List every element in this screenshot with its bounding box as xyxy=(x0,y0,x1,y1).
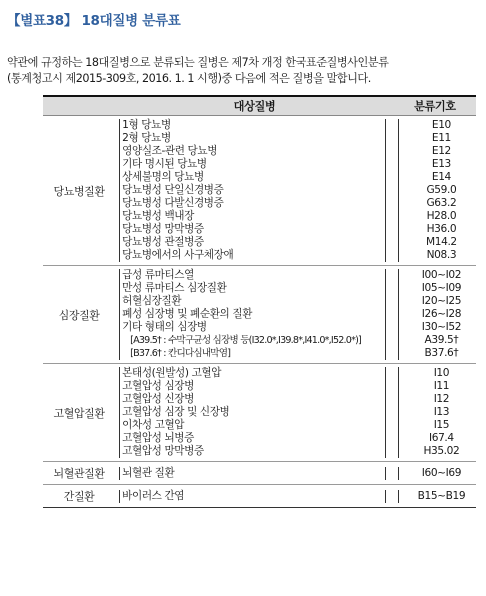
disease-list xyxy=(119,269,386,360)
code-cell xyxy=(394,364,476,462)
header-category xyxy=(43,96,115,116)
table-body xyxy=(43,116,476,508)
classification-code: B37.6† xyxy=(424,347,459,359)
code-cell xyxy=(394,462,476,485)
code-cell xyxy=(394,266,476,364)
classification-code: H35.02 xyxy=(423,445,460,457)
table-group-row xyxy=(43,116,476,266)
disease-name: 뇌혈관 질환 xyxy=(122,466,175,479)
disease-name: [A39.5† : 수막구균성 심장병 등(I32.0*,I39.8*,I41.0*,I52.0*)] xyxy=(130,335,361,346)
category-cell: 고혈압질환 xyxy=(43,364,115,462)
disease-name: 바이러스 간염 xyxy=(122,489,185,502)
code-list xyxy=(398,119,476,262)
disease-name: 1형 당뇨병 xyxy=(122,119,171,131)
disease-name: 당뇨병성 망막병증 xyxy=(122,223,204,235)
code-cell xyxy=(394,485,476,508)
classification-code: I30~I52 xyxy=(421,321,462,333)
disease-name: 당뇨병성 관절병증 xyxy=(122,236,204,248)
disease-list xyxy=(119,367,386,458)
intro-paragraph xyxy=(7,55,479,87)
disease-name: 기타 명시된 당뇨병 xyxy=(122,158,207,170)
disease-name: 본태성(원발성) 고혈압 xyxy=(122,367,222,379)
disease-list xyxy=(119,119,386,262)
header-disease: 대상질병 xyxy=(115,96,394,116)
disease-cell xyxy=(115,364,394,462)
table-group-row xyxy=(43,462,476,485)
table-group-row xyxy=(43,266,476,364)
disease-name: 고혈압성 뇌병증 xyxy=(122,432,194,444)
classification-code: B15~B19 xyxy=(417,489,466,502)
classification-code: I11 xyxy=(433,380,450,392)
disease-name: 고혈압성 심장 및 신장병 xyxy=(122,406,230,418)
disease-name: 고혈압성 신장병 xyxy=(122,393,194,405)
disease-name: 당뇨병성 다발신경병증 xyxy=(122,197,224,209)
classification-code: H28.0 xyxy=(426,210,457,222)
classification-code: I26~I28 xyxy=(421,308,462,320)
disease-name: 상세불명의 당뇨병 xyxy=(122,171,204,183)
disease-name: 폐성 심장병 및 폐순환의 질환 xyxy=(122,308,253,320)
category-cell: 간질환 xyxy=(43,485,115,508)
classification-code: I00~I02 xyxy=(421,269,462,281)
disease-cell xyxy=(115,462,394,485)
classification-code: E13 xyxy=(431,158,451,170)
header-code: 분류기호 xyxy=(394,96,476,116)
classification-code: E14 xyxy=(431,171,451,183)
disease-name: 2형 당뇨병 xyxy=(122,132,171,144)
disease-name: 만성 류마티스 심장질환 xyxy=(122,282,227,294)
intro-line: 약관에 규정하는 18대질병으로 분류되는 질병은 제7차 개정 한국표준질병사인분류 xyxy=(7,56,389,69)
table-header-row xyxy=(43,96,476,116)
classification-code: G63.2 xyxy=(426,197,457,209)
disease-name: 고혈압성 망막병증 xyxy=(122,445,204,457)
disease-cell xyxy=(115,266,394,364)
category-cell: 심장질환 xyxy=(43,266,115,364)
classification-code: I13 xyxy=(433,406,450,418)
classification-code: A39.5† xyxy=(424,334,459,346)
disease-name: 허혈심장질환 xyxy=(122,295,182,307)
classification-code: I60~I69 xyxy=(421,466,462,479)
table-group-row xyxy=(43,485,476,508)
disease-name: 당뇨병성 단일신경병증 xyxy=(122,184,224,196)
code-cell xyxy=(394,116,476,266)
disease-name: 기타 형태의 심장병 xyxy=(122,321,207,333)
classification-code: G59.0 xyxy=(426,184,457,196)
code-list xyxy=(398,367,476,458)
classification-code: E11 xyxy=(431,132,451,144)
classification-code: I67.4 xyxy=(429,432,454,444)
classification-code: E12 xyxy=(431,145,451,157)
disease-name: 고혈압성 심장병 xyxy=(122,380,194,392)
classification-code: E10 xyxy=(431,119,451,131)
code-list xyxy=(398,490,476,503)
disease-name: 당뇨병에서의 사구체장애 xyxy=(122,249,234,261)
classification-code: N08.3 xyxy=(426,249,457,261)
disease-cell xyxy=(115,116,394,266)
classification-code: H36.0 xyxy=(426,223,457,235)
classification-code: I15 xyxy=(433,419,450,431)
classification-code: I20~I25 xyxy=(421,295,462,307)
disease-list xyxy=(119,490,386,503)
disease-name: 당뇨병성 백내장 xyxy=(122,210,194,222)
disease-name: [B37.6† : 칸디다심내막염] xyxy=(130,348,231,359)
disease-classification-table xyxy=(43,95,476,508)
classification-code: I12 xyxy=(433,393,450,405)
disease-name: 이차성 고혈압 xyxy=(122,419,185,431)
code-list xyxy=(398,467,476,480)
intro-line: (통계청고시 제2015-309호, 2016. 1. 1 시행)중 다음에 적은 질병을 말합니다. xyxy=(7,72,371,85)
code-list xyxy=(398,269,476,360)
disease-name: 급성 류마티스열 xyxy=(122,269,194,281)
classification-code: I05~I09 xyxy=(421,282,462,294)
category-cell: 뇌혈관질환 xyxy=(43,462,115,485)
disease-list xyxy=(119,467,386,480)
category-cell: 당뇨병질환 xyxy=(43,116,115,266)
classification-code: I10 xyxy=(433,367,450,379)
classification-code: M14.2 xyxy=(426,236,457,248)
document-title: 【별표38】 18대질병 분류표 xyxy=(7,13,181,29)
disease-cell xyxy=(115,485,394,508)
table-group-row xyxy=(43,364,476,462)
disease-name: 영양실조-관련 당뇨병 xyxy=(122,145,218,157)
